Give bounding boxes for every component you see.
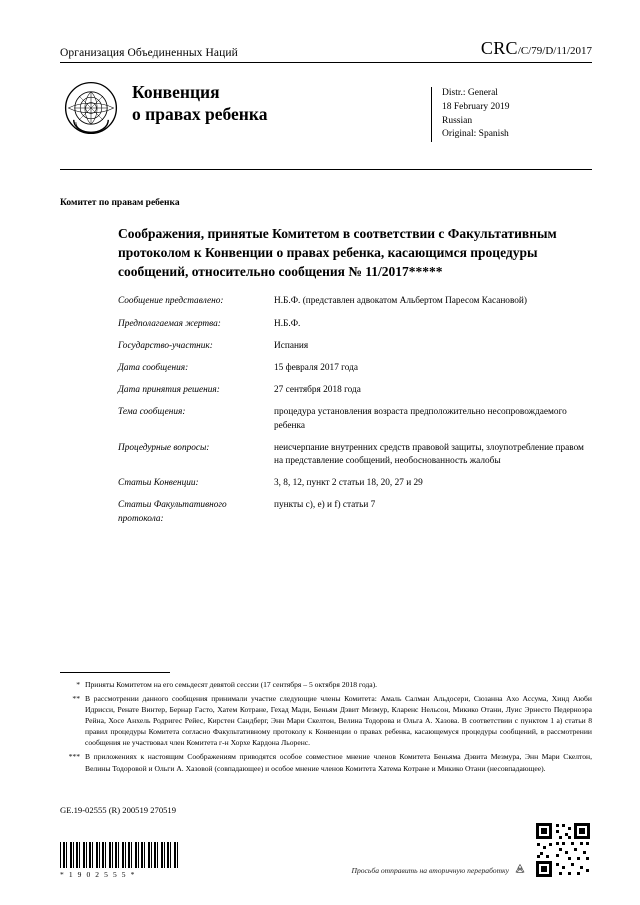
meta-value: процедура установления возраста предположительно несопровождаемого ребенка bbox=[274, 407, 567, 431]
meta-label: Статьи Факультативного протокола: bbox=[118, 500, 227, 524]
footnote-text: В приложениях к настоящим Соображениям приводятся особое совместное мнение членов Комитета Беньяма Дэвита Мезмура, Энн Мари Скелтон, Велины Тодоровой и Ольги А. Хазовой (совпадающее) и особое мнение членов Комитета Хатема Котране и Микико Отани (несовпадающее). bbox=[85, 752, 592, 773]
meta-label: Государство-участник: bbox=[118, 340, 213, 351]
table-row bbox=[118, 477, 588, 499]
recycle-note-text: Просьба отправить на вторичную переработку bbox=[351, 865, 509, 875]
meta-label: Процедурные вопросы: bbox=[118, 442, 210, 453]
meta-label: Сообщение представлено: bbox=[118, 296, 224, 307]
un-emblem-icon bbox=[64, 81, 118, 135]
table-row bbox=[118, 442, 588, 477]
barcode bbox=[60, 842, 180, 879]
meta-value: неисчерпание внутренних средств правовой защиты, злоупотребление правом на представление сообщений, необоснованность жалобы bbox=[274, 442, 584, 466]
table-row bbox=[118, 499, 588, 534]
footnote-text: Приняты Комитетом на его семьдесят девятой сессии (17 сентября – 5 октября 2018 года). bbox=[85, 680, 378, 689]
table-row bbox=[118, 362, 588, 384]
barcode-bars bbox=[60, 842, 180, 868]
meta-value: Испания bbox=[274, 340, 309, 351]
distribution-info bbox=[431, 87, 592, 142]
meta-value: 15 февраля 2017 года bbox=[274, 363, 358, 374]
case-metadata-table bbox=[118, 295, 588, 534]
meta-value: 27 сентября 2018 года bbox=[274, 385, 361, 396]
table-row bbox=[118, 406, 588, 441]
table-row bbox=[118, 384, 588, 406]
recycle-block bbox=[351, 821, 592, 879]
meta-value: пункты c), e) и f) статьи 7 bbox=[274, 500, 376, 511]
convention-title bbox=[132, 81, 431, 126]
meta-label: Дата сообщения: bbox=[118, 363, 189, 374]
barcode-number: * 1 9 0 2 5 5 5 * bbox=[60, 870, 136, 879]
page-title: Соображения, принятые Комитетом в соответствии с Факультативным протоколом к Конвенции о правах ребенка, касающимся процедуры сообщений, относительно сообщения № 11/2017***** bbox=[118, 226, 557, 280]
footnote bbox=[60, 679, 592, 690]
distr-line-0: Distr.: General bbox=[442, 88, 498, 98]
committee-name: Комитет по правам ребенка bbox=[60, 198, 180, 208]
footnote-divider bbox=[60, 672, 170, 673]
document-symbol-prefix: CRC bbox=[480, 38, 518, 58]
recycle-icon bbox=[514, 863, 526, 877]
footnote-mark: *** bbox=[68, 752, 80, 762]
meta-value: Н.Б.Ф. bbox=[274, 318, 301, 329]
document-symbol-suffix: /C/79/D/11/2017 bbox=[517, 45, 592, 57]
convention-title-line1: Конвенция bbox=[132, 82, 220, 102]
meta-value: 3, 8, 12, пункт 2 статьи 18, 20, 27 и 29 bbox=[274, 478, 423, 489]
meta-label: Статьи Конвенции: bbox=[118, 478, 199, 489]
table-row bbox=[118, 295, 588, 317]
page-content bbox=[60, 38, 592, 535]
footnotes bbox=[60, 672, 592, 777]
table-row bbox=[118, 318, 588, 340]
meta-value: Н.Б.Ф. (представлен адвокатом Альбертом Паресом Касановой) bbox=[274, 296, 527, 307]
meta-label: Тема сообщения: bbox=[118, 407, 186, 418]
masthead bbox=[60, 38, 592, 63]
distr-line-1: 18 February 2019 bbox=[442, 101, 510, 112]
footer-row bbox=[60, 821, 592, 879]
qr-code bbox=[534, 821, 592, 879]
organization-name: Организация Объединенных Наций bbox=[60, 47, 238, 59]
footnote bbox=[60, 693, 592, 748]
page-footer bbox=[60, 805, 592, 879]
title-block bbox=[60, 75, 592, 170]
meta-label: Предполагаемая жертва: bbox=[118, 318, 221, 329]
meta-label: Дата принятия решения: bbox=[118, 385, 220, 396]
convention-title-line2: о правах ребенка bbox=[132, 104, 268, 125]
table-row bbox=[118, 340, 588, 362]
document-number: GE.19-02555 (R) 200519 270519 bbox=[60, 805, 177, 815]
distr-line-2: Russian bbox=[442, 115, 473, 126]
distr-line-3: Original: Spanish bbox=[442, 129, 509, 140]
footnote bbox=[60, 751, 592, 773]
recycle-note bbox=[351, 863, 526, 879]
footnote-mark: ** bbox=[72, 694, 80, 704]
document-symbol bbox=[481, 38, 592, 59]
footnote-mark: * bbox=[76, 680, 80, 689]
footnote-text: В рассмотрении данного сообщения принимали участие следующие члены Комитета: Амаль Салман Альдосери, Сюзанна Ахо Ассума, Хинд Аюби Идрисси, Ренате Винтер, Бернар Гасто, Хатем Котране, Гехад Мади, Беньям Дэвит Мезмур, Кларенс Нельсон, Микико Отани, Луис Эрнесто Педерноэра Рейна, Хосе Анхель Родригес Рейес, Кирстен Сандберг, Энн Мари Скелтон, Велина Тодорова и Ольга А. Хазова. В соответствии с пунктом 1 a) статьи 8 правил процедуры Комитета согласно Факультативному протоколу к Конвенции о правах ребенка, касающемуся процедуры сообщений, в рассмотрении сообщения не участвовал член Комитета г-н Хорхе Кардона Льоренс. bbox=[85, 694, 592, 748]
